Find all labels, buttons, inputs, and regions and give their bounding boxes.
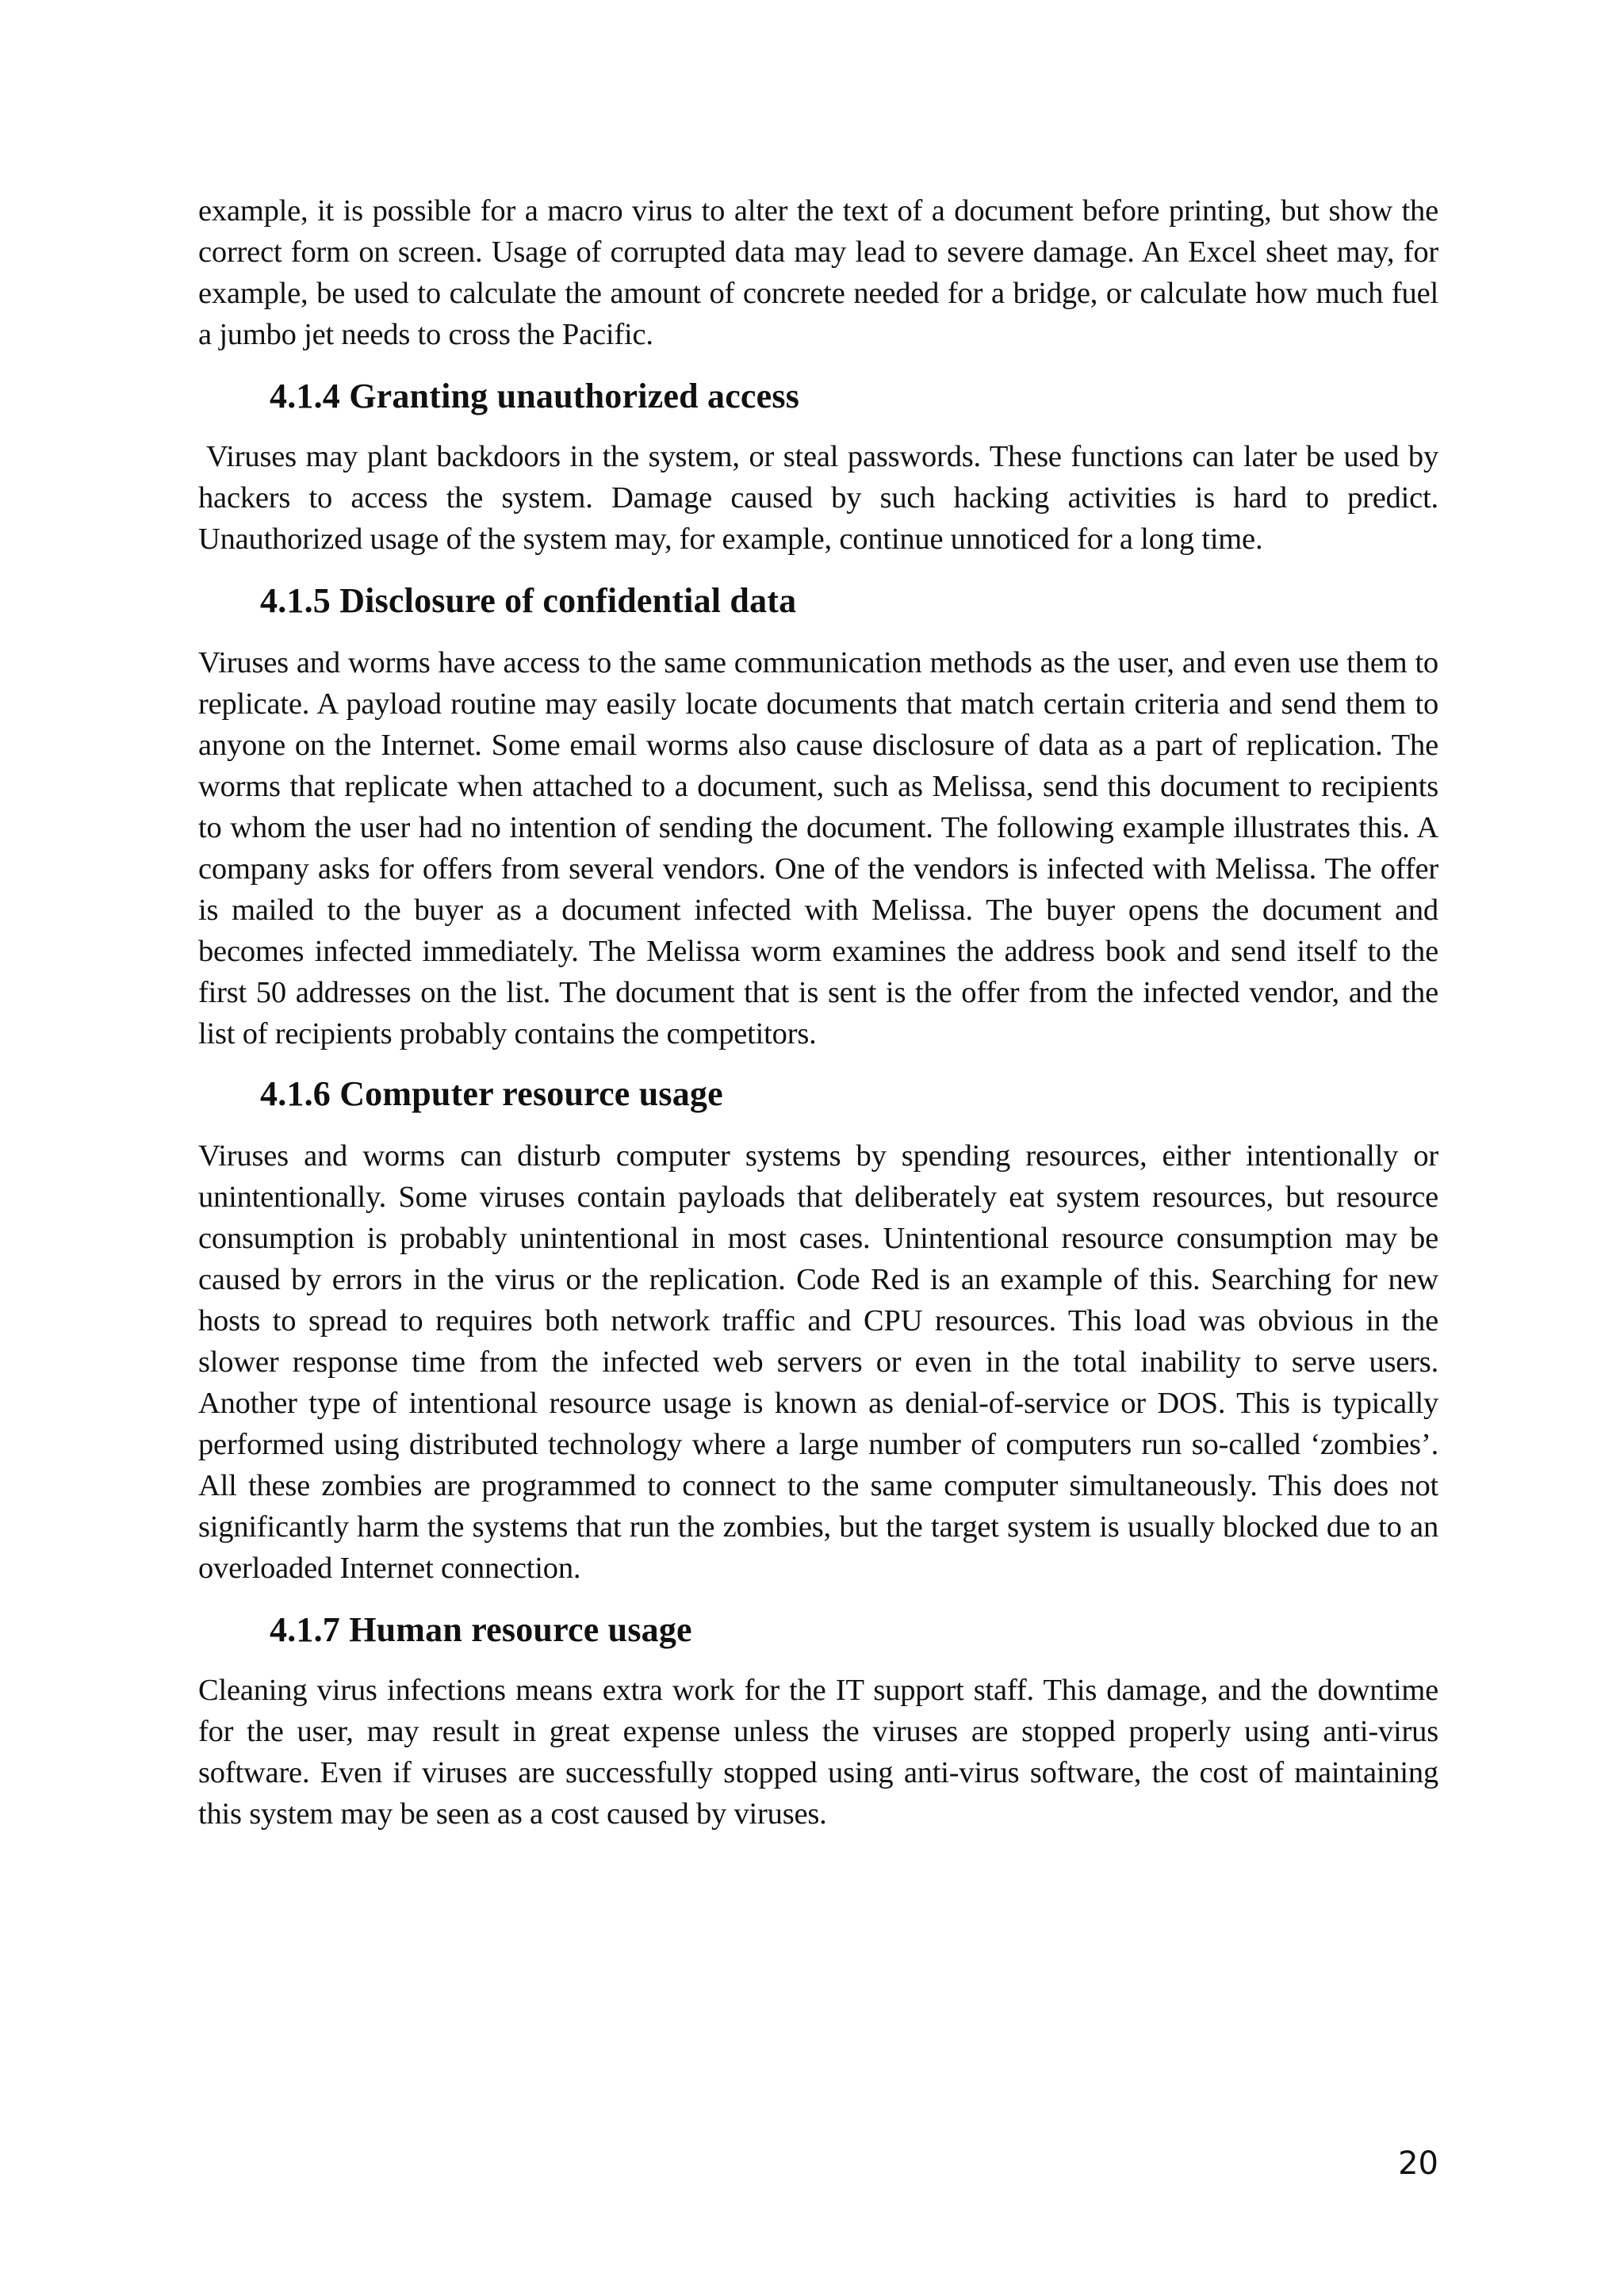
section-heading-4-1-6: 4.1.6 Computer resource usage bbox=[260, 1074, 723, 1113]
section-heading-4-1-4: 4.1.4 Granting unauthorized access bbox=[270, 377, 800, 415]
body-paragraph-corrupted-data: example, it is possible for a macro virus to alter the text of a document before printing, but show the correct form on screen. Usage of corrupted data may lead to severe damage. An Excel sheet may, for example, be used to calculate the amount of concrete needed for a bridge, or calculate how much fuel a jumbo jet needs to cross the Pacific. bbox=[198, 194, 1438, 351]
body-paragraph-confidential-data: Viruses and worms have access to the same communication methods as the user, and even use them to replicate. A payload routine may easily locate documents that match certain criteria and send them to anyone on the Internet. Some email worms also cause disclosure of data as a part of replication. The worms that replicate when attached to a document, such as Melissa, send this document to recipients to whom the user had no intention of sending the document. The following example illustrates this. A company asks for offers from several vendors. One of the vendors is infected with Melissa. The offer is mailed to the buyer as a document infected with Melissa. The buyer opens the document and becomes infected immediately. The Melissa worm examines the address book and send itself to the first 50 addresses on the list. The document that is sent is the offer from the infected vendor, and the list of recipients probably contains the competitors. bbox=[198, 646, 1438, 1050]
section-heading-4-1-5: 4.1.5 Disclosure of confidential data bbox=[260, 581, 797, 620]
page-number: 20 bbox=[1398, 2145, 1438, 2182]
body-paragraph-computer-resource-usage: Viruses and worms can disturb computer systems by spending resources, either intentionally or unintentionally. Some viruses contain payloads that deliberately eat system resources, but resource consumption is probably unintentional in most cases. Unintentional resource consumption may be caused by errors in the virus or the replication. Code Red is an example of this. Searching for new hosts to spread to requires both network traffic and CPU resources. This load was obvious in the slower response time from the infected web servers or even in the total inability to serve users. Another type of intentional resource usage is known as denial-of-service or DOS. This is typically performed using distributed technology where a large number of computers run so-called ‘zombies’. All these zombies are programmed to connect to the same computer simultaneously. This does not significantly harm the systems that run the zombies, but the target system is usually blocked due to an overloaded Internet connection. bbox=[198, 1139, 1438, 1585]
section-heading-4-1-7: 4.1.7 Human resource usage bbox=[270, 1610, 692, 1649]
body-paragraph-unauthorized-access: Viruses may plant backdoors in the system, or steal passwords. These functions can later be used by hackers to access the system. Damage caused by such hacking activities is hard to predict. Unauthorized usage of the system may, for example, continue unnoticed for a long time. bbox=[198, 440, 1438, 556]
document-page bbox=[198, 190, 1438, 1835]
body-paragraph-human-resource-usage: Cleaning virus infections means extra work for the IT support staff. This damage, and the downtime for the user, may result in great expense unless the viruses are stopped properly using anti-virus software. Even if viruses are successfully stopped using anti-virus software, the cost of maintaining this system may be seen as a cost caused by viruses. bbox=[198, 1674, 1438, 1831]
